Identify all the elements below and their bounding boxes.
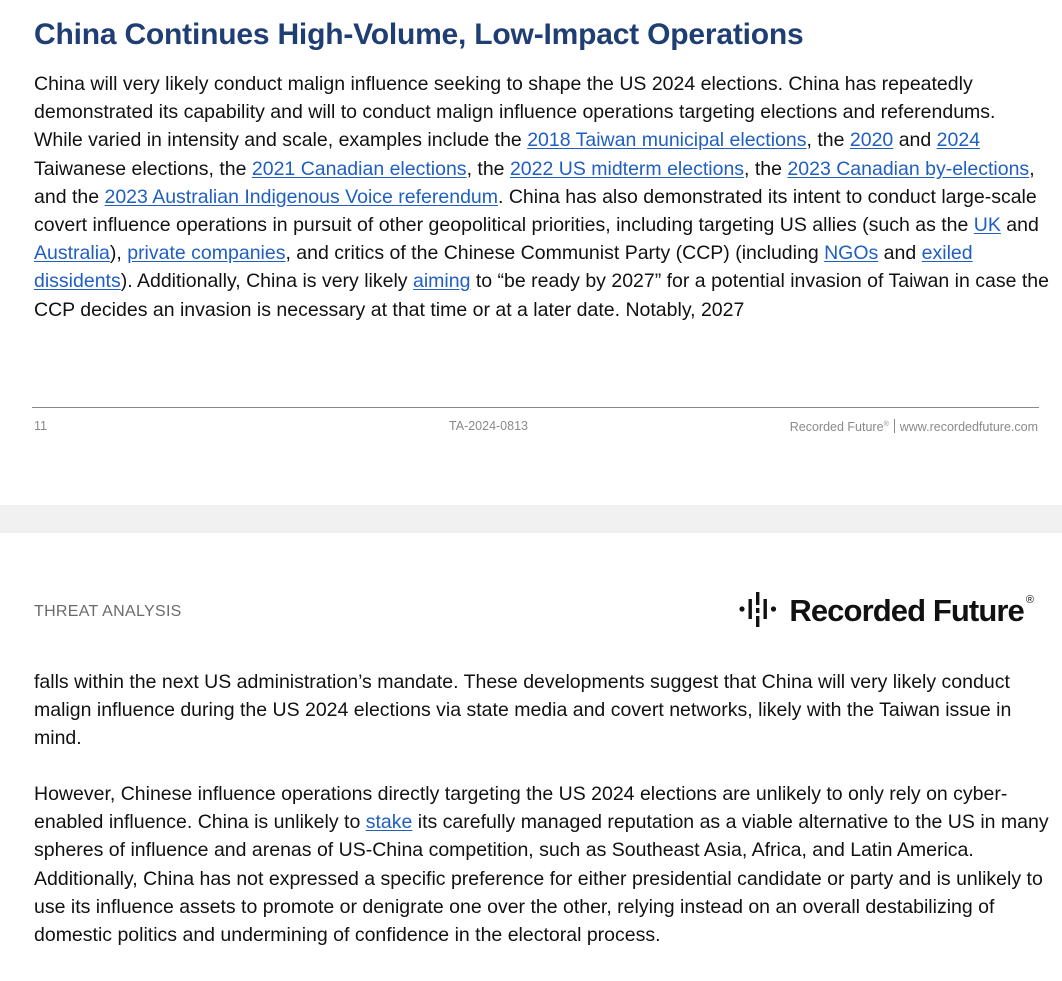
page-gap <box>0 505 1062 533</box>
body-text-run: , and the <box>34 157 1035 208</box>
footer-divider <box>32 407 1039 408</box>
link-ngos[interactable]: NGOs <box>824 242 879 265</box>
recorded-future-logo-icon <box>739 590 783 633</box>
body-text-run: , the <box>806 129 850 152</box>
page-number: 11 <box>34 419 47 433</box>
link-exiled-dissidents[interactable]: exiled dissidents <box>34 242 973 293</box>
document-id: TA-2024-0813 <box>449 419 528 433</box>
footer-separator <box>894 419 895 433</box>
body-text-run: and <box>878 242 922 265</box>
recorded-future-logo <box>739 590 1034 632</box>
registered-mark: ® <box>883 420 889 428</box>
link-uk[interactable]: UK <box>973 214 1001 237</box>
footer-brand-name: Recorded Future <box>789 420 884 434</box>
body-text-run: , the <box>466 157 510 180</box>
link-2021-canadian-elections[interactable]: 2021 Canadian elections <box>251 157 467 180</box>
logo-wordmark: Recorded Future <box>789 593 1024 628</box>
body-text-run: to “be ready by 2027” for a potential invasion of Taiwan in case the CCP decides an invasion is necessary at that time or at a later date. Notably, 2027 <box>34 270 1049 321</box>
section-label: THREAT ANALYSIS <box>34 603 182 620</box>
footer-url: www.recordedfuture.com <box>899 420 1038 434</box>
link-stake[interactable]: stake <box>365 811 413 834</box>
body-paragraph <box>34 780 1049 949</box>
body-text-run: its carefully managed reputation as a viable alternative to the US in many spheres of influence and arenas of US-China competition, such as Southeast Asia, Africa, and Latin America. Additionally, China has not expressed a specific preference for either presidential candidate or party and is unlikely to use its influence assets to promote or denigrate one over the other, relying instead on an overall destabilizing of domestic politics and undermining of confidence in the electoral process. <box>34 811 1049 947</box>
link-aiming[interactable]: aiming <box>412 270 471 293</box>
link-2018-taiwan-municipal-elections[interactable]: 2018 Taiwan municipal elections <box>527 129 807 152</box>
section-heading: China Continues High-Volume, Low-Impact Operations <box>34 18 804 51</box>
logo-registered-mark: ® <box>1025 594 1034 606</box>
link-2022-us-midterm-elections[interactable]: 2022 US midterm elections <box>509 157 745 180</box>
link-2023-australian-voice-referendum[interactable]: 2023 Australian Indigenous Voice referendum <box>104 185 499 208</box>
link-australia[interactable]: Australia <box>34 242 110 265</box>
link-2023-canadian-by-elections[interactable]: 2023 Canadian by-elections <box>787 157 1030 180</box>
body-paragraph <box>34 70 1049 324</box>
body-text-run: . China has also demonstrated its intent to conduct large-scale covert influence operations in pursuit of other geopolitical priorities, including targeting US allies (such as the <box>34 185 1037 237</box>
body-text-run: China will very likely conduct malign influence seeking to shape the US 2024 elections. China has repeatedly demonstrated its capability and will to conduct malign influence operations targeting elections and referendums. While varied in intensity and scale, examples include the <box>34 73 996 152</box>
body-text-run: , and critics of the Chinese Communist Party (CCP) (including <box>285 242 825 265</box>
body-text-run: ), <box>109 242 128 265</box>
body-text-run: ). Additionally, China is very likely <box>120 270 413 293</box>
body-text-run: Taiwanese elections, the <box>34 157 252 180</box>
body-text-run: , the <box>744 157 788 180</box>
body-text-run: and <box>893 129 937 152</box>
body-text-run: and <box>1000 214 1039 237</box>
link-private-companies[interactable]: private companies <box>127 242 286 265</box>
footer-brand <box>790 419 1038 434</box>
body-text-run: However, Chinese influence operations directly targeting the US 2024 elections are unlikely to only rely on cyber-enabled influence. China is unlikely to <box>34 783 1008 834</box>
link-2020-taiwanese-elections[interactable]: 2020 <box>849 129 894 152</box>
body-paragraph: falls within the next US administration’s mandate. These developments suggest that China will very likely conduct malign influence during the US 2024 elections via state media and covert networks, likely with the Taiwan issue in mind. <box>34 671 1012 750</box>
link-2024-taiwanese-elections[interactable]: 2024 <box>936 129 981 152</box>
